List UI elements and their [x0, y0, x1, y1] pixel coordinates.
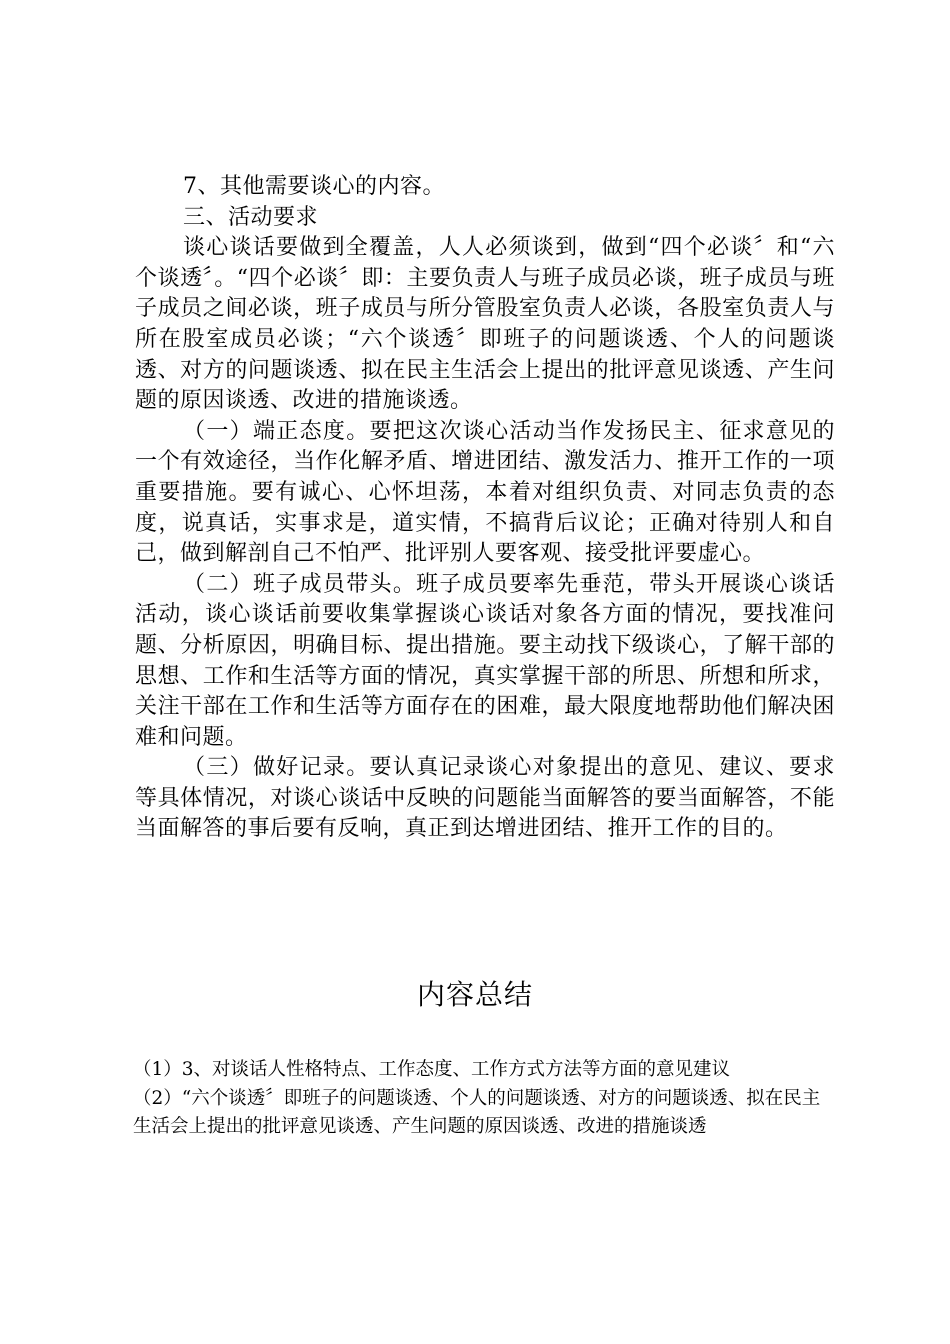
- section-heading-activity-requirements: 三、活动要求: [183, 204, 319, 230]
- summary-item-1: （1）3、对谈话人性格特点、工作态度、工作方式方法等方面的意见建议: [133, 1059, 731, 1080]
- paragraph-four-six-principles: 谈心谈话要做到全覆盖，人人必须谈到，做到“四个必谈〞和“六个谈透〞。“四个必谈〞即：主要负责人与班子成员必谈，班子成员与班子成员之间必谈，班子成员与所分管股室负责人必谈，各股室负责人与所在股室成员必谈；“六个谈透〞即班子的问题谈透、个人的问题谈透、对方的问题谈透、拟在民主生活会上提出的批评意见谈透、产生问题的原因谈透、改进的措施谈透。: [135, 235, 835, 414]
- summary-list: [133, 1056, 833, 1142]
- paragraph-leaders-take-lead: （二）班子成员带头。班子成员要率先垂范，带头开展谈心谈话活动，谈心谈话前要收集掌握谈心谈话对象各方面的情况，要找准问题、分析原因，明确目标、提出措施。要主动找下级谈心，了解干部的思想、工作和生活等方面的情况，真实掌握干部的所思、所想和所求，关注干部在工作和生活等方面存在的困难，最大限度地帮助他们解决困难和问题。: [135, 571, 835, 750]
- document-body: [135, 172, 835, 845]
- paragraph-item-7: 7、其他需要谈心的内容。: [183, 174, 445, 199]
- paragraph-keep-records: （三）做好记录。要认真记录谈心对象提出的意见、建议、要求等具体情况，对谈心谈话中反映的问题能当面解答的要当面解答，不能当面解答的事后要有反响，真正到达增进团结、推开工作的目的。: [135, 755, 835, 842]
- paragraph-correct-attitude: （一）端正态度。要把这次谈心活动当作发扬民主、征求意见的一个有效途径，当作化解矛盾、增进团结、激发活力、推开工作的一项重要措施。要有诚心、心怀坦荡，本着对组织负责、对同志负责的态度，说真话，实事求是，道实情，不搞背后议论；正确对待别人和自己，做到解剖自己不怕严、批评别人要客观、接受批评要虚心。: [135, 418, 835, 567]
- summary-title: 内容总结: [416, 978, 533, 1011]
- summary-item-2: （2）“六个谈透〞即班子的问题谈透、个人的问题谈透、对方的问题谈透、拟在民主生活会上提出的批评意见谈透、产生问题的原因谈透、改进的措施谈透: [133, 1087, 821, 1137]
